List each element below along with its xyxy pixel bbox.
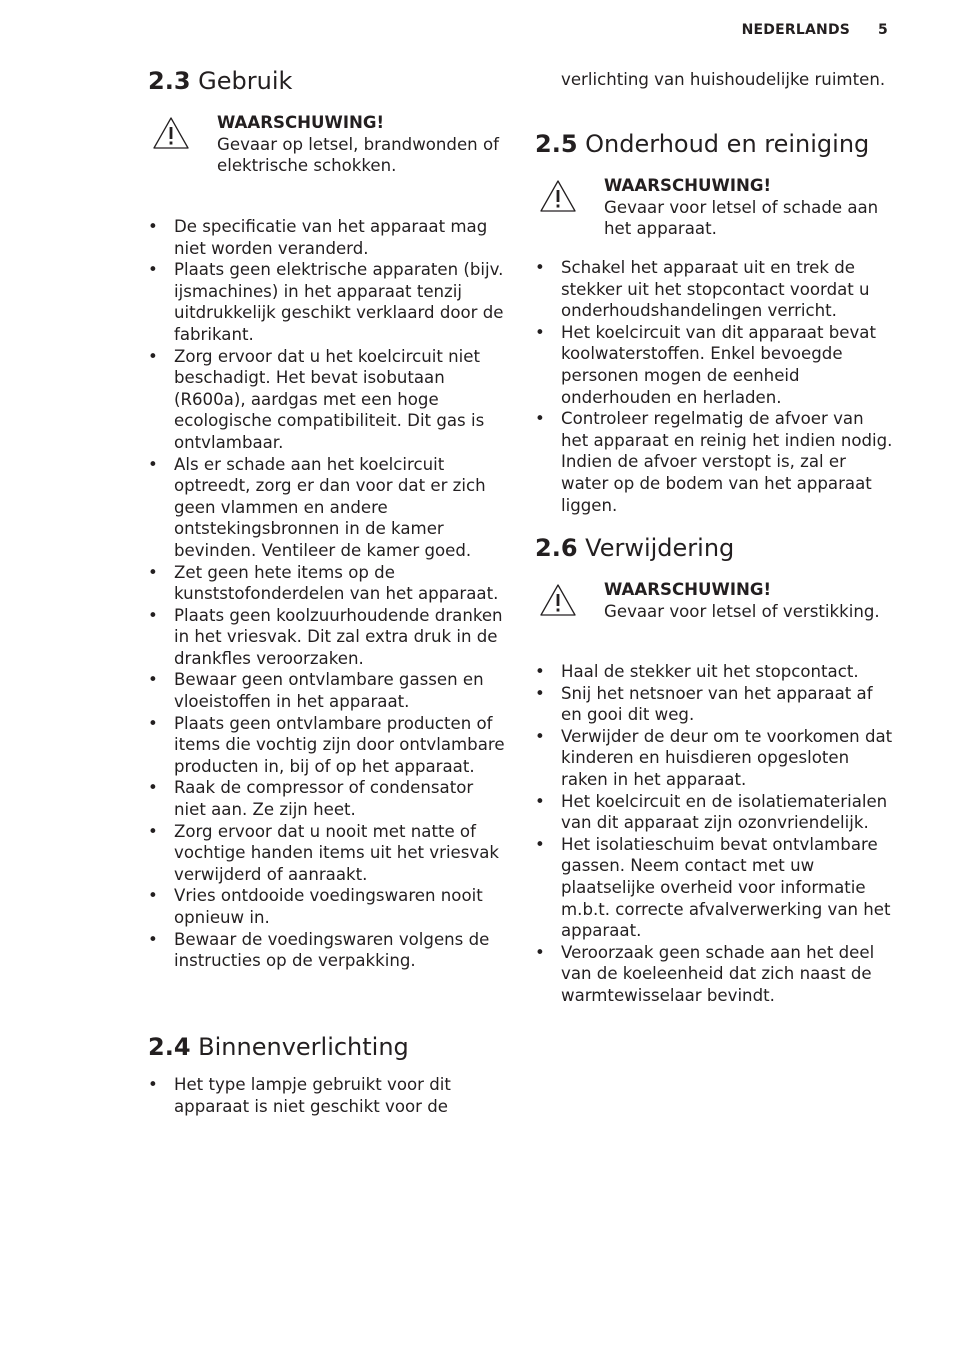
- list-item: • Het koelcircuit van dit apparaat bevat koolwaterstoffen. Enkel bevoegde personen mogen de eenheid onderhouden en herladen.: [535, 322, 893, 408]
- continued-text: verlichting van huishoudelijke ruimten.: [561, 70, 886, 89]
- warning-title: WAARSCHUWING!: [604, 176, 772, 195]
- list-item: • Veroorzaak geen schade aan het deel van de koeleenheid dat zich naast de warmtewisselaar bevindt.: [535, 942, 893, 1007]
- section-title-binnenverlichting: 2.4 Binnenverlichting: [148, 1033, 409, 1061]
- bullet-list-gebruik: [148, 216, 506, 972]
- warning-body: Gevaar voor letsel of schade aan het apparaat.: [604, 197, 879, 238]
- warning-onderhoud: [535, 175, 893, 255]
- section-title-gebruik: 2.3 Gebruik: [148, 67, 293, 95]
- list-item: • Plaats geen koolzuurhoudende dranken in het vriesvak. Dit zal extra druk in de drankfles veroorzaken.: [148, 605, 506, 670]
- page-number: 5: [878, 22, 888, 38]
- warning-gebruik: [148, 112, 506, 192]
- warning-body: Gevaar op letsel, brandwonden of elektrische schokken.: [217, 134, 499, 175]
- warning-body: Gevaar voor letsel of verstikking.: [604, 601, 880, 621]
- list-item: • Als er schade aan het koelcircuit optreedt, zorg er dan voor dat er zich geen vlammen en andere ontstekingsbronnen in de kamer bevinden. Ventileer de kamer goed.: [148, 454, 506, 562]
- list-item: • Bewaar de voedingswaren volgens de instructies op de verpakking.: [148, 929, 506, 972]
- bullet-list-verwijdering: [535, 661, 893, 1007]
- list-item: • Zorg ervoor dat u nooit met natte of vochtige handen items uit het vriesvak verwijderd of aanraakt.: [148, 821, 506, 886]
- warning-triangle-icon: [152, 116, 190, 150]
- list-item: • De specificatie van het apparaat mag niet worden veranderd.: [148, 216, 506, 259]
- warning-title: WAARSCHUWING!: [217, 113, 385, 132]
- section-title-onderhoud: 2.5 Onderhoud en reiniging: [535, 130, 870, 158]
- list-item: • Vries ontdooide voedingswaren nooit opnieuw in.: [148, 885, 506, 928]
- list-item: • Het type lampje gebruikt voor dit apparaat is niet geschikt voor de: [148, 1074, 506, 1117]
- section-title-verwijdering: 2.6 Verwijdering: [535, 534, 735, 562]
- warning-verwijdering: [535, 579, 893, 659]
- list-item: • Plaats geen elektrische apparaten (bijv. ijsmachines) in het apparaat tenzij uitdrukkelijk geschikt verklaard door de fabrikant.: [148, 259, 506, 345]
- warning-title: WAARSCHUWING!: [604, 580, 772, 599]
- list-item: • Haal de stekker uit het stopcontact.: [535, 661, 893, 683]
- list-item: • Raak de compressor of condensator niet aan. Ze zijn heet.: [148, 777, 506, 820]
- page-header: [742, 22, 888, 38]
- warning-triangle-icon: [539, 583, 577, 617]
- list-item: • Zorg ervoor dat u het koelcircuit niet beschadigt. Het bevat isobutaan (R600a), aardgas met een hoge ecologische compatibiliteit. Dit gas is ontvlambaar.: [148, 346, 506, 454]
- list-item: • Schakel het apparaat uit en trek de stekker uit het stopcontact voordat u onderhoudshandelingen verricht.: [535, 257, 893, 322]
- bullet-list-onderhoud: [535, 257, 893, 516]
- list-item: • Snij het netsnoer van het apparaat af en gooi dit weg.: [535, 683, 893, 726]
- header-language: NEDERLANDS: [741, 22, 851, 38]
- list-item: • Plaats geen ontvlambare producten of items die vochtig zijn door ontvlambare producten in, bij of op het apparaat.: [148, 713, 506, 778]
- list-item: • Bewaar geen ontvlambare gassen en vloeistoffen in het apparaat.: [148, 669, 506, 712]
- bullet-list-binnenverlichting: [148, 1074, 506, 1117]
- list-item: • Het koelcircuit en de isolatiematerialen van dit apparaat zijn ozonvriendelijk.: [535, 791, 893, 834]
- warning-triangle-icon: [539, 179, 577, 213]
- list-item: • Zet geen hete items op de kunststofonderdelen van het apparaat.: [148, 562, 506, 605]
- list-item: • Controleer regelmatig de afvoer van het apparaat en reinig het indien nodig. Indien de afvoer verstopt is, zal er water op de bodem van het apparaat liggen.: [535, 408, 893, 516]
- list-item: • Verwijder de deur om te voorkomen dat kinderen en huisdieren opgesloten raken in het apparaat.: [535, 726, 893, 791]
- list-item: • Het isolatieschuim bevat ontvlambare gassen. Neem contact met uw plaatselijke overheid voor informatie m.b.t. correcte afvalverwerking van het apparaat.: [535, 834, 893, 942]
